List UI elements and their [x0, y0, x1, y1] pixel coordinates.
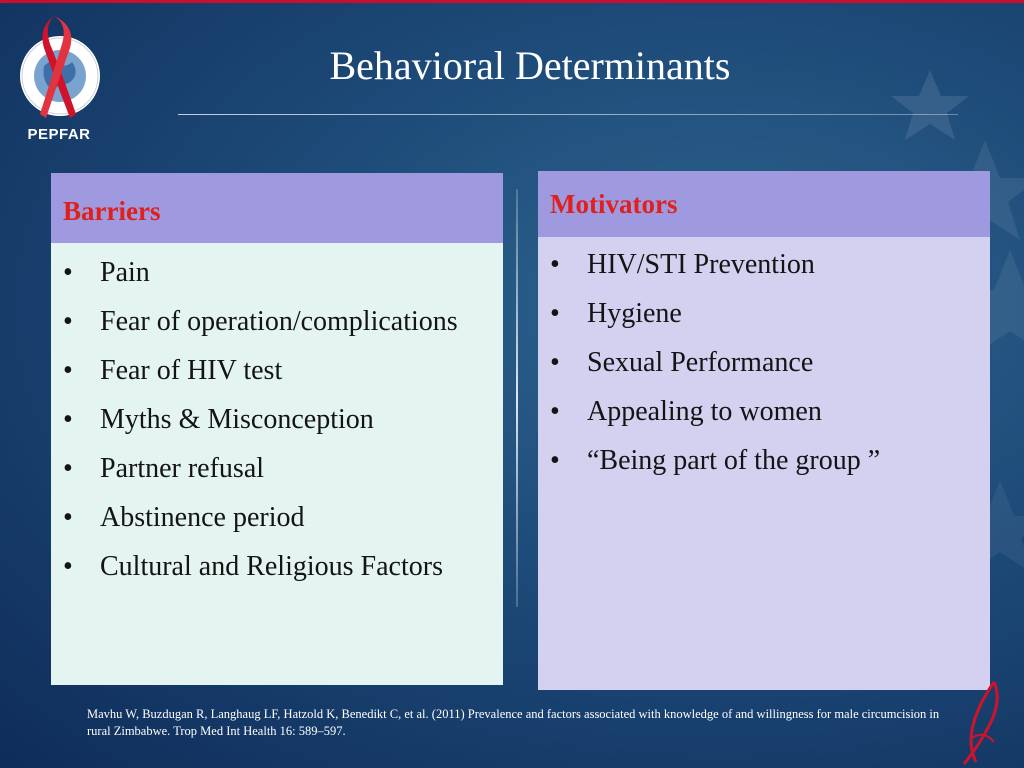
title-underline: [178, 114, 958, 115]
barriers-heading: Barriers: [51, 173, 503, 243]
list-item: [538, 441, 990, 481]
list-item-text: Partner refusal: [100, 453, 265, 484]
list-item: [538, 343, 990, 383]
list-item-text: Fear of HIV test: [100, 355, 283, 386]
list-item: [538, 245, 990, 285]
logo-label: PEPFAR: [27, 126, 91, 143]
list-item-text: HIV/STI Prevention: [587, 249, 815, 280]
list-item: [51, 351, 503, 391]
column-divider: [516, 189, 518, 607]
list-item-text: Cultural and Religious Factors: [100, 551, 443, 582]
list-item: [51, 302, 503, 342]
motivators-list: [538, 237, 990, 481]
bullet-icon: •: [550, 445, 560, 476]
pepfar-logo-icon: [14, 14, 106, 126]
list-item: [538, 294, 990, 334]
bullet-icon: •: [63, 502, 73, 533]
bullet-icon: •: [550, 249, 560, 280]
motivators-panel: [538, 171, 990, 690]
bullet-icon: •: [63, 306, 73, 337]
star-icon: [891, 70, 969, 140]
list-item-text: Abstinence period: [100, 502, 305, 533]
list-item: [51, 547, 503, 587]
bullet-icon: •: [63, 404, 73, 435]
list-item-text: Myths & Misconception: [100, 404, 374, 435]
list-item: [51, 449, 503, 489]
list-item-text: Fear of operation/complications: [100, 306, 458, 337]
barriers-panel: [51, 173, 503, 685]
list-item-text: Pain: [100, 257, 150, 288]
bullet-icon: •: [63, 257, 73, 288]
citation-text: Mavhu W, Buzdugan R, Langhaug LF, Hatzold K, Benedikt C, et al. (2011) Prevalence and factors associated with knowledge of and willingness for male circumcision in rural Zimbabwe. Trop Med Int Health 16: 589–597.: [87, 707, 940, 738]
list-item: [51, 400, 503, 440]
list-item-text: “Being part of the group ”: [587, 445, 881, 476]
list-item-text: Appealing to women: [587, 396, 822, 427]
list-item-text: Sexual Performance: [587, 347, 814, 378]
list-item: [538, 392, 990, 432]
bullet-icon: •: [550, 396, 560, 427]
list-item: [51, 498, 503, 538]
motivators-heading: Motivators: [538, 171, 990, 237]
slide-title: Behavioral Determinants: [329, 43, 731, 88]
red-ribbon-icon: [950, 678, 1010, 768]
bullet-icon: •: [550, 298, 560, 329]
bullet-icon: •: [63, 551, 73, 582]
bullet-icon: •: [550, 347, 560, 378]
bullet-icon: •: [63, 355, 73, 386]
list-item-text: Hygiene: [587, 298, 682, 329]
barriers-list: [51, 243, 503, 587]
bullet-icon: •: [63, 453, 73, 484]
list-item: [51, 253, 503, 293]
